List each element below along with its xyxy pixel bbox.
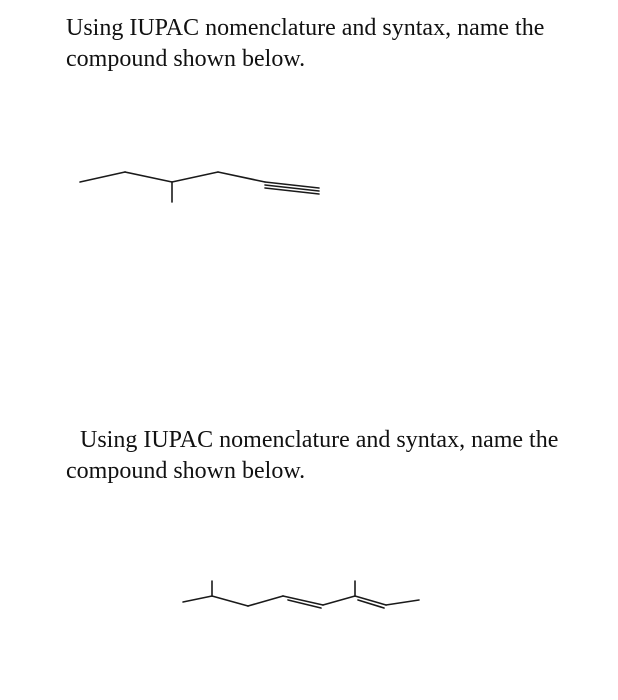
question-1-skeletal-structure <box>0 150 618 230</box>
triple-bond-line-3 <box>265 188 319 194</box>
triple-bond-line-1 <box>265 182 319 188</box>
question-1-prompt <box>66 13 544 75</box>
question-2 <box>0 408 618 700</box>
bond-c5-c6 <box>323 596 355 605</box>
question-2-prompt-line-2: compound shown below. <box>66 458 306 484</box>
bond-c3-c4 <box>172 172 218 182</box>
question-1-prompt-line-1: Using IUPAC nomenclature and syntax, name the <box>66 15 545 41</box>
bond-c7-c8 <box>386 600 419 605</box>
question-2-prompt <box>66 425 558 487</box>
bond-c2-c3 <box>212 596 248 606</box>
question-1-prompt-line-2: compound shown below. <box>66 46 306 72</box>
bond-c2-c3 <box>125 172 172 182</box>
bond-c4-c5 <box>218 172 265 182</box>
bond-c1-c2 <box>183 596 212 602</box>
question-2-prompt-line-1: Using IUPAC nomenclature and syntax, name the <box>80 427 559 453</box>
bond-c3-c4 <box>248 596 283 606</box>
bond-c1-c2 <box>80 172 125 182</box>
question-2-skeletal-structure <box>0 568 618 628</box>
triple-bond-line-2 <box>265 185 319 191</box>
